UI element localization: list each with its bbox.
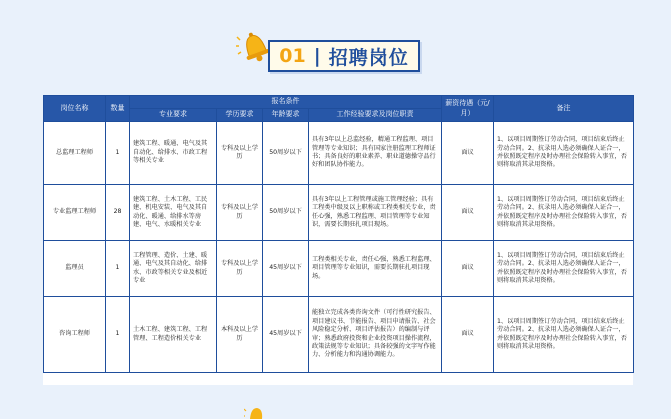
section-title-text: 招聘岗位 xyxy=(328,46,409,69)
cell-major: 土木工程、建筑工程、工程管理、工程造价相关专业 xyxy=(130,297,217,373)
cell-notes: 1、以项目周期签订劳动合同，项目结束后终止劳动合同。2、抗录用人选必须确保人证合一，并依照既定程序及时办理社会保险转入事宜，否则将取消其录用资格。 xyxy=(494,297,634,373)
cell-salary: 面议 xyxy=(442,185,494,241)
cell-name: 专业监理工程师 xyxy=(44,185,106,241)
cell-count: 28 xyxy=(106,185,130,241)
table-row xyxy=(44,297,634,373)
cell-experience: 具有3年以上总监经验，精通工程监理、项目管理等专业知识；具有国家注册监理工程师证书；具备良好的职业素养、职业道德操守品行好和团队协作能力。 xyxy=(309,122,442,185)
cell-salary: 面议 xyxy=(442,241,494,297)
header-age: 年龄要求 xyxy=(263,109,309,122)
header-count: 数量 xyxy=(106,96,130,122)
cell-experience: 工程类相关专业，责任心强，熟悉工程监理、项目管理等专业知识，需要长期驻扎项目现场。 xyxy=(309,241,442,297)
cell-age: 50周岁以下 xyxy=(263,185,309,241)
header-major: 专业要求 xyxy=(130,109,217,122)
cell-name: 总监理工程师 xyxy=(44,122,106,185)
cell-education: 专科及以上学历 xyxy=(217,185,263,241)
cell-age: 50周岁以下 xyxy=(263,122,309,185)
cell-major: 工程管理、造价、土建、暖通、电气及其自动化、给排水、市政等相关专业及相近专业 xyxy=(130,241,217,297)
cell-count: 1 xyxy=(106,241,130,297)
table-row xyxy=(44,185,634,241)
cell-count: 1 xyxy=(106,297,130,373)
cell-age: 45周岁以下 xyxy=(263,297,309,373)
cell-notes: 1、以项目周期签订劳动合同，项目结束后终止劳动合同。2、抗录用人选必须确保人证合一，并依照既定程序及时办理社会保险转入事宜，否则将取消其录用资格。 xyxy=(494,241,634,297)
cell-count: 1 xyxy=(106,122,130,185)
header-salary: 薪资待遇（元/月） xyxy=(442,96,494,122)
header-notes: 备注 xyxy=(494,96,634,122)
cell-education: 专科及以上学历 xyxy=(217,241,263,297)
cell-major: 建筑工程、暖通、电气及其自动化、给排水、市政工程等相关专业 xyxy=(130,122,217,185)
cell-name: 监理员 xyxy=(44,241,106,297)
cell-salary: 面议 xyxy=(442,297,494,373)
cell-experience: 具有3年以上工程管理或施工管理经验；具有工程类中级及以上职称或工程类相关专业，责任心强，熟悉工程监理、项目管理等专业知识，需要长期驻扎项目现场。 xyxy=(309,185,442,241)
cell-age: 45周岁以下 xyxy=(263,241,309,297)
cell-name: 咨询工程师 xyxy=(44,297,106,373)
cell-notes: 1、以项目周期签订劳动合同，项目结束后终止劳动合同。2、抗录用人选必须确保人证合一，并依照既定程序及时办理社会保险转入事宜，否则将取消其录用资格。 xyxy=(494,122,634,185)
header-education: 学历要求 xyxy=(217,109,263,122)
table-row xyxy=(44,122,634,185)
cell-major: 建筑工程、土木工程、工民建、机电安装、电气及其自动化、暖通、给排水等房建、电气、水暖相关专业 xyxy=(130,185,217,241)
cell-education: 本科及以上学历 xyxy=(217,297,263,373)
table-row xyxy=(44,241,634,297)
cell-experience: 能独立完成各类咨询文件（可行性研究报告、项目建议书、节能报告、项目申请报告、社会风险稳定分析、项目评估报告）的编制与评审；熟悉政府投资和企业投资项目操作流程，政策法规等专业知识；具备较强的文字写作能力、分析能力和沟通协调能力。 xyxy=(309,297,442,373)
bell-icon xyxy=(244,406,266,419)
cell-salary: 面议 xyxy=(442,122,494,185)
header-experience: 工作经验要求及岗位职责 xyxy=(309,109,442,122)
header-conditions: 报名条件 xyxy=(130,96,442,109)
cell-notes: 1、以项目周期签订劳动合同，项目结束后终止劳动合同。2、抗录用人选必须确保人证合一，并依照既定程序及时办理社会保险转入事宜，否则将取消其录用资格。 xyxy=(494,185,634,241)
section-title xyxy=(268,40,420,72)
header-name: 岗位名称 xyxy=(44,96,106,122)
recruitment-table xyxy=(43,95,633,385)
section-number: 01 xyxy=(279,45,306,67)
cell-education: 专科及以上学历 xyxy=(217,122,263,185)
title-separator: | xyxy=(313,45,321,67)
